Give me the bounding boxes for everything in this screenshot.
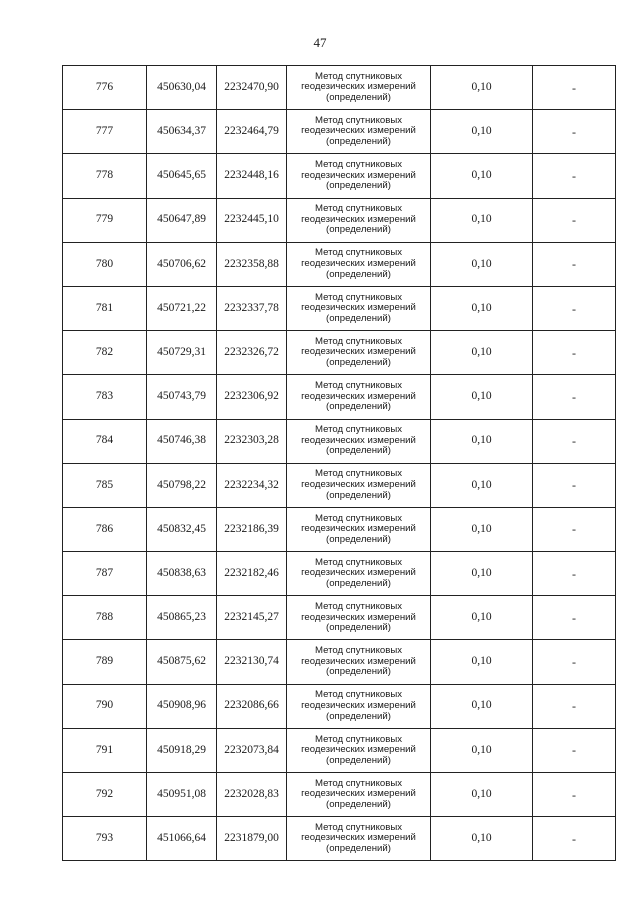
table-row <box>63 154 616 198</box>
note-cell: - <box>533 375 616 419</box>
y-coordinate-cell: 2232448,16 <box>217 154 287 198</box>
point-number-cell: 782 <box>63 331 147 375</box>
method-line-2: геодезических измерений <box>301 832 416 844</box>
method-line-2: геодезических измерений <box>301 390 416 402</box>
method-line-3: (определений) <box>326 577 391 589</box>
method-line-1: Метод спутниковых <box>314 600 403 612</box>
method-line-1: Метод спутниковых <box>314 468 403 480</box>
y-coordinate-cell: 2232470,90 <box>217 66 287 110</box>
y-coordinate-cell: 2232337,78 <box>217 286 287 330</box>
note-cell: - <box>533 154 616 198</box>
method-cell <box>287 596 431 640</box>
method-line-1: Метод спутниковых <box>314 556 403 568</box>
method-cell <box>287 728 431 772</box>
method-line-2: геодезических измерений <box>301 258 416 270</box>
method-line-3: (определений) <box>326 136 391 148</box>
method-line-3: (определений) <box>326 357 391 369</box>
point-number-cell: 778 <box>63 154 147 198</box>
method-cell <box>287 507 431 551</box>
method-cell <box>287 640 431 684</box>
method-line-3: (определений) <box>326 754 391 766</box>
accuracy-cell: 0,10 <box>431 375 533 419</box>
y-coordinate-cell: 2232306,92 <box>217 375 287 419</box>
method-line-1: Метод спутниковых <box>314 335 403 347</box>
table-row <box>63 728 616 772</box>
method-line-2: геодезических измерений <box>301 744 416 756</box>
y-coordinate-cell: 2232464,79 <box>217 110 287 154</box>
method-line-1: Метод спутниковых <box>314 733 403 745</box>
method-cell <box>287 242 431 286</box>
method-line-2: геодезических измерений <box>301 81 416 93</box>
note-cell: - <box>533 596 616 640</box>
method-line-2: геодезических измерений <box>301 788 416 800</box>
note-cell: - <box>533 331 616 375</box>
y-coordinate-cell: 2232326,72 <box>217 331 287 375</box>
table-row <box>63 198 616 242</box>
x-coordinate-cell: 451066,64 <box>147 817 217 861</box>
method-line-3: (определений) <box>326 224 391 236</box>
table-row <box>63 242 616 286</box>
y-coordinate-cell: 2232303,28 <box>217 419 287 463</box>
method-line-2: геодезических измерений <box>301 611 416 623</box>
y-coordinate-cell: 2232028,83 <box>217 773 287 817</box>
accuracy-cell: 0,10 <box>431 463 533 507</box>
x-coordinate-cell: 450918,29 <box>147 728 217 772</box>
note-cell: - <box>533 242 616 286</box>
table-row <box>63 331 616 375</box>
method-line-3: (определений) <box>326 268 391 280</box>
coordinates-table <box>62 65 616 861</box>
method-line-1: Метод спутниковых <box>314 821 403 833</box>
y-coordinate-cell: 2232234,32 <box>217 463 287 507</box>
point-number-cell: 776 <box>63 66 147 110</box>
y-coordinate-cell: 2232130,74 <box>217 640 287 684</box>
method-line-3: (определений) <box>326 622 391 634</box>
point-number-cell: 793 <box>63 817 147 861</box>
point-number-cell: 785 <box>63 463 147 507</box>
method-cell <box>287 66 431 110</box>
accuracy-cell: 0,10 <box>431 640 533 684</box>
x-coordinate-cell: 450865,23 <box>147 596 217 640</box>
accuracy-cell: 0,10 <box>431 728 533 772</box>
table-row <box>63 773 616 817</box>
accuracy-cell: 0,10 <box>431 154 533 198</box>
method-line-2: геодезических измерений <box>301 213 416 225</box>
method-line-3: (определений) <box>326 91 391 103</box>
method-line-1: Метод спутниковых <box>314 203 403 215</box>
table-row <box>63 596 616 640</box>
table-row <box>63 463 616 507</box>
method-line-2: геодезических измерений <box>301 125 416 137</box>
page-number: 47 <box>313 35 327 50</box>
point-number-cell: 788 <box>63 596 147 640</box>
method-line-3: (определений) <box>326 533 391 545</box>
table-row <box>63 552 616 596</box>
note-cell: - <box>533 684 616 728</box>
method-line-2: геодезических измерений <box>301 567 416 579</box>
method-line-1: Метод спутниковых <box>314 247 403 259</box>
accuracy-cell: 0,10 <box>431 507 533 551</box>
note-cell: - <box>533 66 616 110</box>
note-cell: - <box>533 198 616 242</box>
method-line-1: Метод спутниковых <box>314 645 403 657</box>
table-row <box>63 375 616 419</box>
y-coordinate-cell: 2231879,00 <box>217 817 287 861</box>
note-cell: - <box>533 507 616 551</box>
method-line-1: Метод спутниковых <box>314 159 403 171</box>
x-coordinate-cell: 450647,89 <box>147 198 217 242</box>
point-number-cell: 781 <box>63 286 147 330</box>
y-coordinate-cell: 2232073,84 <box>217 728 287 772</box>
method-line-1: Метод спутниковых <box>314 114 403 126</box>
accuracy-cell: 0,10 <box>431 66 533 110</box>
method-cell <box>287 331 431 375</box>
table-row <box>63 684 616 728</box>
x-coordinate-cell: 450721,22 <box>147 286 217 330</box>
method-cell <box>287 154 431 198</box>
point-number-cell: 790 <box>63 684 147 728</box>
method-cell <box>287 110 431 154</box>
y-coordinate-cell: 2232182,46 <box>217 552 287 596</box>
method-cell <box>287 773 431 817</box>
x-coordinate-cell: 450746,38 <box>147 419 217 463</box>
accuracy-cell: 0,10 <box>431 552 533 596</box>
point-number-cell: 792 <box>63 773 147 817</box>
method-line-2: геодезических измерений <box>301 478 416 490</box>
accuracy-cell: 0,10 <box>431 198 533 242</box>
accuracy-cell: 0,10 <box>431 286 533 330</box>
method-line-3: (определений) <box>326 180 391 192</box>
method-line-3: (определений) <box>326 710 391 722</box>
accuracy-cell: 0,10 <box>431 684 533 728</box>
table-row <box>63 286 616 330</box>
x-coordinate-cell: 450645,65 <box>147 154 217 198</box>
x-coordinate-cell: 450729,31 <box>147 331 217 375</box>
x-coordinate-cell: 450743,79 <box>147 375 217 419</box>
y-coordinate-cell: 2232358,88 <box>217 242 287 286</box>
method-line-3: (определений) <box>326 666 391 678</box>
method-line-1: Метод спутниковых <box>314 512 403 524</box>
table-row <box>63 507 616 551</box>
method-line-2: геодезических измерений <box>301 346 416 358</box>
method-line-1: Метод спутниковых <box>314 777 403 789</box>
method-line-3: (определений) <box>326 843 391 855</box>
x-coordinate-cell: 450908,96 <box>147 684 217 728</box>
coordinates-table-body <box>63 66 616 861</box>
table-row <box>63 817 616 861</box>
y-coordinate-cell: 2232186,39 <box>217 507 287 551</box>
accuracy-cell: 0,10 <box>431 773 533 817</box>
note-cell: - <box>533 640 616 684</box>
x-coordinate-cell: 450706,62 <box>147 242 217 286</box>
method-line-2: геодезических измерений <box>301 169 416 181</box>
method-line-3: (определений) <box>326 489 391 501</box>
method-line-1: Метод спутниковых <box>314 689 403 701</box>
method-cell <box>287 198 431 242</box>
point-number-cell: 777 <box>63 110 147 154</box>
table-row <box>63 419 616 463</box>
table-row <box>63 640 616 684</box>
method-line-3: (определений) <box>326 798 391 810</box>
method-line-2: геодезических измерений <box>301 434 416 446</box>
x-coordinate-cell: 450832,45 <box>147 507 217 551</box>
y-coordinate-cell: 2232445,10 <box>217 198 287 242</box>
note-cell: - <box>533 552 616 596</box>
y-coordinate-cell: 2232086,66 <box>217 684 287 728</box>
method-cell <box>287 552 431 596</box>
point-number-cell: 787 <box>63 552 147 596</box>
method-line-3: (определений) <box>326 445 391 457</box>
x-coordinate-cell: 450838,63 <box>147 552 217 596</box>
y-coordinate-cell: 2232145,27 <box>217 596 287 640</box>
method-line-2: геодезических измерений <box>301 523 416 535</box>
point-number-cell: 783 <box>63 375 147 419</box>
method-line-1: Метод спутниковых <box>314 291 403 303</box>
method-line-2: геодезических измерений <box>301 655 416 667</box>
accuracy-cell: 0,10 <box>431 331 533 375</box>
method-line-2: геодезических измерений <box>301 302 416 314</box>
method-line-1: Метод спутниковых <box>314 70 403 82</box>
point-number-cell: 789 <box>63 640 147 684</box>
method-cell <box>287 375 431 419</box>
method-cell <box>287 684 431 728</box>
method-line-1: Метод спутниковых <box>314 380 403 392</box>
method-line-3: (определений) <box>326 401 391 413</box>
accuracy-cell: 0,10 <box>431 419 533 463</box>
x-coordinate-cell: 450630,04 <box>147 66 217 110</box>
accuracy-cell: 0,10 <box>431 110 533 154</box>
note-cell: - <box>533 110 616 154</box>
table-row <box>63 110 616 154</box>
method-line-2: геодезических измерений <box>301 699 416 711</box>
method-cell <box>287 286 431 330</box>
note-cell: - <box>533 419 616 463</box>
note-cell: - <box>533 728 616 772</box>
x-coordinate-cell: 450634,37 <box>147 110 217 154</box>
table-row <box>63 66 616 110</box>
point-number-cell: 780 <box>63 242 147 286</box>
note-cell: - <box>533 286 616 330</box>
method-cell <box>287 817 431 861</box>
accuracy-cell: 0,10 <box>431 242 533 286</box>
point-number-cell: 786 <box>63 507 147 551</box>
accuracy-cell: 0,10 <box>431 817 533 861</box>
x-coordinate-cell: 450875,62 <box>147 640 217 684</box>
note-cell: - <box>533 463 616 507</box>
method-cell <box>287 419 431 463</box>
point-number-cell: 791 <box>63 728 147 772</box>
note-cell: - <box>533 773 616 817</box>
method-line-3: (определений) <box>326 312 391 324</box>
point-number-cell: 779 <box>63 198 147 242</box>
method-line-1: Метод спутниковых <box>314 424 403 436</box>
note-cell: - <box>533 817 616 861</box>
x-coordinate-cell: 450951,08 <box>147 773 217 817</box>
x-coordinate-cell: 450798,22 <box>147 463 217 507</box>
method-cell <box>287 463 431 507</box>
accuracy-cell: 0,10 <box>431 596 533 640</box>
point-number-cell: 784 <box>63 419 147 463</box>
